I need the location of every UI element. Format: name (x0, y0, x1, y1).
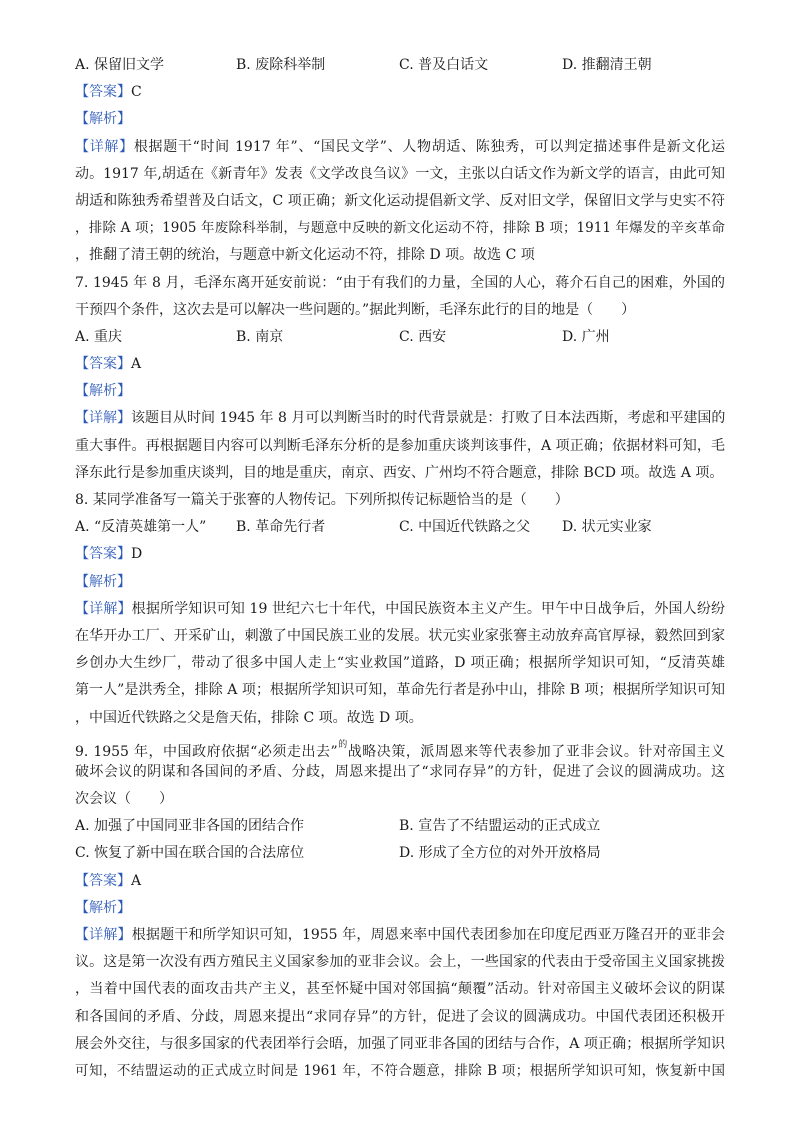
analysis-tag: 【解析】 (75, 383, 131, 400)
q7-options (75, 324, 725, 351)
q7-option-d: D. 广州 (562, 328, 610, 345)
q7-detail-line: 泽东此行是参加重庆谈判，目的地是重庆，南京、西安、广州均不符合题意，排除 BCD 项。故选 A 项。 (75, 464, 724, 481)
q7-analysis (75, 378, 725, 405)
q8-detail-line: ，中国近代铁路之父是詹天佑，排除 C 项。故选 D 项。 (75, 709, 423, 726)
answer-tag: 【答案】 (75, 356, 131, 373)
q9-stem-line: 9. 1955 年，中国政府依据“必须走出去”$^的$战略决策，派周恩来等代表参加了亚非会议。针对帝国主义 (75, 739, 725, 760)
document-page (75, 52, 725, 1085)
q9-detail-line: 【详解】根据题干和所学知识可知，1955 年，周恩来率中国代表团参加在印度尼西亚万隆召开的亚非会 (75, 927, 726, 943)
q6-detail-line: 动。1917 年,胡适在《新青年》发表《文学改良刍议》一文，主张以白话文作为新文学的语言，由此可知 (75, 165, 725, 182)
q6-detail-line: 【详解】根据题干“时间 1917 年”、“国民文学”、人物胡适、陈独秀，可以判定描述事件是新文化运 (75, 138, 726, 155)
q6-detail-line: ，排除 A 项；1905 年废除科举制，与题意中反映的新文化运动不符，排除 B 项；1911 年爆发的辛亥革命 (75, 220, 725, 237)
q9-superscript-char: 的 (337, 739, 348, 750)
q9-option-c: C. 恢复了新中国在联合国的合法席位 (75, 845, 305, 862)
analysis-tag: 【解析】 (75, 899, 131, 916)
detail-tag: 【详解】 (75, 927, 132, 943)
q6-option-a: A. 保留旧文学 (75, 57, 165, 73)
q8-analysis (75, 569, 725, 596)
q8-option-b: B. 革命先行者 (236, 519, 326, 536)
q9-options-row-2 (75, 840, 725, 867)
q6-detail-line: 胡适和陈独秀希望普及白话文，C 项正确；新文化运动提倡新文学、反对旧文学，保留旧文学与史实不符 (75, 192, 725, 209)
q7-stem-line: 7. 1945 年 8 月，毛泽东离开延安前说：“由于有我们的力量，全国的人心，蒋介石自己的困难，外国的 (75, 274, 725, 291)
q8-answer (75, 541, 725, 568)
detail-tag: 【详解】 (75, 138, 134, 155)
q9-detail-line: ，当着中国代表的面攻击共产主义，甚至怀疑中国对邻国搞“颠覆”活动。针对帝国主义破坏会议的阴谋 (75, 981, 725, 998)
detail-tag: 【详解】 (75, 410, 131, 427)
answer-value: D (131, 546, 143, 563)
q8-option-a: A. “反清英雄第一人” (75, 519, 207, 536)
q7-detail-line: 【详解】该题目从时间 1945 年 8 月可以判断当时的时代背景就是：打败了日本法西斯，考虑和平建国的 (75, 410, 726, 427)
q9-detail-line: 展会外交往，与很多国家的代表团举行会晤，加强了同亚非各国的团结与合作，A 项正确；根据所学知识 (75, 1035, 725, 1052)
q7-answer (75, 351, 725, 378)
q6-answer (75, 79, 725, 106)
q8-detail-line: 乡创办大生纱厂，带动了很多中国人走上“实业救国”道路，D 项正确；根据所学知识可知，“反清英雄 (75, 655, 725, 672)
q6-option-c: C. 普及白话文 (399, 57, 489, 73)
answer-value: C (131, 84, 142, 101)
q6-option-d: D. 推翻清王朝 (562, 57, 652, 73)
q7-stem-line: 干预四个条件，这次去是可以解决一些问题的。”据此判断，毛泽东此行的目的地是（ ） (75, 301, 636, 318)
q8-option-d: D. 状元实业家 (562, 519, 652, 536)
q9-options-row-1 (75, 813, 725, 840)
q8-options (75, 514, 725, 541)
q9-answer (75, 868, 725, 895)
q6-options (75, 52, 725, 79)
q8-detail-line: 【详解】根据所学知识可知 19 世纪六七十年代，中国民族资本主义产生。甲午中日战争后，外国人纷纷 (75, 600, 726, 617)
q9-analysis (75, 895, 725, 922)
q9-detail-line: 可知，不结盟运动的正式成立时间是 1961 年，不符合题意，排除 B 项；根据所学知识可知，恢复新中国 (75, 1062, 725, 1079)
q7-detail-line: 重大事件。再根据题目内容可以判断毛泽东分析的是参加重庆谈判该事件，A 项正确；依据材料可知，毛 (75, 437, 725, 454)
q9-detail-line: 议。这是第一次没有西方殖民主义国家参加的亚非会议。会上，一些国家的代表由于受帝国主义国家挑拨 (75, 954, 725, 971)
detail-tag: 【详解】 (75, 600, 132, 617)
q6-analysis (75, 106, 725, 133)
answer-value: A (131, 872, 142, 889)
q9-option-b: B. 宣告了不结盟运动的正式成立 (399, 818, 601, 835)
q9-detail-line: 和各国间的矛盾、分歧，周恩来提出“求同存异”的方针，促进了会议的圆满成功。中国代表团还积极开 (75, 1008, 725, 1025)
q6-detail-line: ，推翻了清王朝的统治，与题意中新文化运动不符，排除 D 项。故选 C 项 (75, 247, 535, 264)
q8-detail-line: 第一人”是洪秀全，排除 A 项；根据所学知识可知，革命先行者是孙中山，排除 B 项；根据所学知识可知 (75, 682, 725, 699)
answer-tag: 【答案】 (75, 872, 131, 889)
q7-option-b: B. 南京 (236, 328, 284, 345)
q8-detail-line: 在华开办工厂、开采矿山，刺激了中国民族工业的发展。状元实业家张謇主动放弃高官厚禄，毅然回到家 (75, 627, 725, 644)
answer-tag: 【答案】 (75, 84, 131, 101)
analysis-tag: 【解析】 (75, 573, 131, 590)
q9-option-d: D. 形成了全方位的对外开放格局 (399, 845, 601, 862)
q9-option-a: A. 加强了中国同亚非各国的团结合作 (75, 818, 305, 835)
q8-stem-line: 8. 某同学准备写一篇关于张謇的人物传记。下列所拟传记标题恰当的是（ ） (75, 492, 569, 508)
q9-stem-line: 破坏会议的阴谋和各国间的矛盾、分歧，周恩来提出了“求同存异”的方针，促进了会议的圆满成功。这 (75, 763, 725, 780)
q7-option-c: C. 西安 (399, 328, 447, 345)
analysis-tag: 【解析】 (75, 111, 131, 128)
q7-option-a: A. 重庆 (75, 328, 123, 345)
q9-stem-line: 次会议（ ） (75, 791, 173, 808)
q8-option-c: C. 中国近代铁路之父 (399, 519, 531, 536)
answer-value: A (131, 356, 142, 373)
q6-option-b: B. 废除科举制 (236, 57, 326, 73)
answer-tag: 【答案】 (75, 546, 131, 563)
